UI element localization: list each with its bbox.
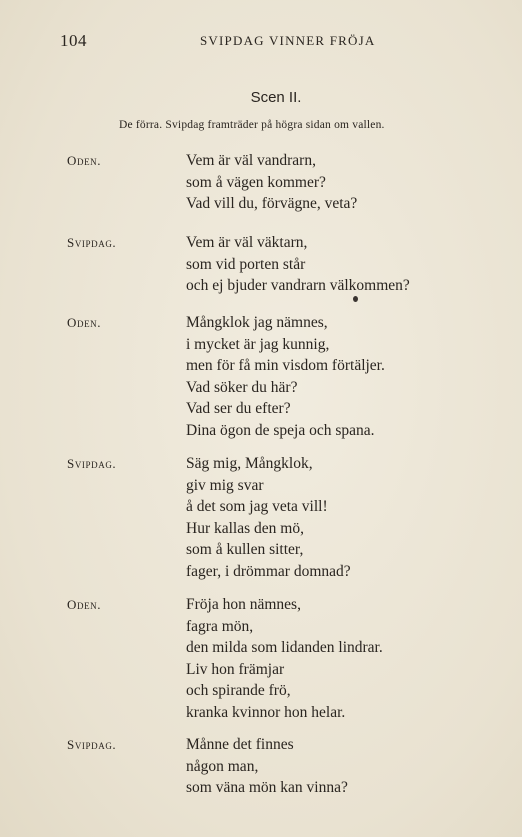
verse-line: Vad vill du, förvägne, veta?	[186, 195, 358, 213]
verse-line: som väna mön kan vinna?	[186, 779, 348, 797]
verse-line: giv mig svar	[186, 476, 264, 494]
verse-line: å det som jag veta vill!	[186, 498, 328, 516]
speaker-name: Svipdag.	[67, 737, 117, 752]
verse-line: i mycket är jag kunnig,	[186, 335, 330, 353]
verse-line: som å vägen kommer?	[186, 173, 326, 191]
scene-title: Scen II.	[250, 89, 302, 106]
verse-line: Vem är väl väktarn,	[186, 234, 308, 251]
ink-mark	[353, 296, 358, 302]
verse-line: Säg mig, Mångklok,	[186, 455, 313, 472]
verse-line: Vem är väl vandrarn,	[186, 152, 316, 169]
speaker-name: Oden.	[67, 597, 102, 612]
verse-line: den milda som lidanden lindrar.	[186, 639, 383, 657]
verse-line: Dina ögon de speja och spana.	[186, 421, 375, 439]
verse-line: Liv hon främjar	[186, 660, 285, 678]
speaker-name: Svipdag.	[67, 235, 117, 250]
speaker-name: Oden.	[67, 315, 102, 330]
verse-line: Fröja hon nämnes,	[186, 596, 301, 613]
running-title: SVIPDAG VINNER FRÖJA	[200, 33, 376, 48]
verse-line: Mångklok jag nämnes,	[186, 314, 328, 331]
verse-lines	[186, 453, 351, 583]
page-header	[60, 31, 464, 51]
verse-line: någon man,	[186, 757, 259, 775]
verse-line: fagra mön,	[186, 617, 254, 635]
verse-line: Vad söker du här?	[186, 378, 298, 396]
verse-line: som vid porten står	[186, 255, 306, 273]
verse-lines	[186, 312, 385, 442]
verse-line: Hur kallas den mö,	[186, 519, 304, 537]
speaker-name: Oden.	[67, 153, 102, 168]
verse-lines	[186, 594, 383, 724]
stage-direction: De förra. Svipdag framträder på högra sidan om vallen.	[119, 119, 385, 131]
verse-lines	[186, 150, 357, 215]
page-number: 104	[60, 31, 87, 50]
verse-line: Vad ser du efter?	[186, 400, 291, 418]
verse-line: kranka kvinnor hon helar.	[186, 703, 346, 721]
verse-line: och ej bjuder vandrarn välkommen?	[186, 277, 410, 295]
speaker-name: Svipdag.	[67, 456, 117, 471]
verse-lines	[186, 232, 410, 297]
verse-line: som å kullen sitter,	[186, 541, 304, 559]
verse-lines	[186, 734, 348, 799]
verse-line: men för få min visdom förtäljer.	[186, 357, 385, 375]
verse-line: och spirande frö,	[186, 682, 291, 700]
verse-line: fager, i drömmar domnad?	[186, 562, 351, 580]
verse-line: Månne det finnes	[186, 736, 294, 753]
